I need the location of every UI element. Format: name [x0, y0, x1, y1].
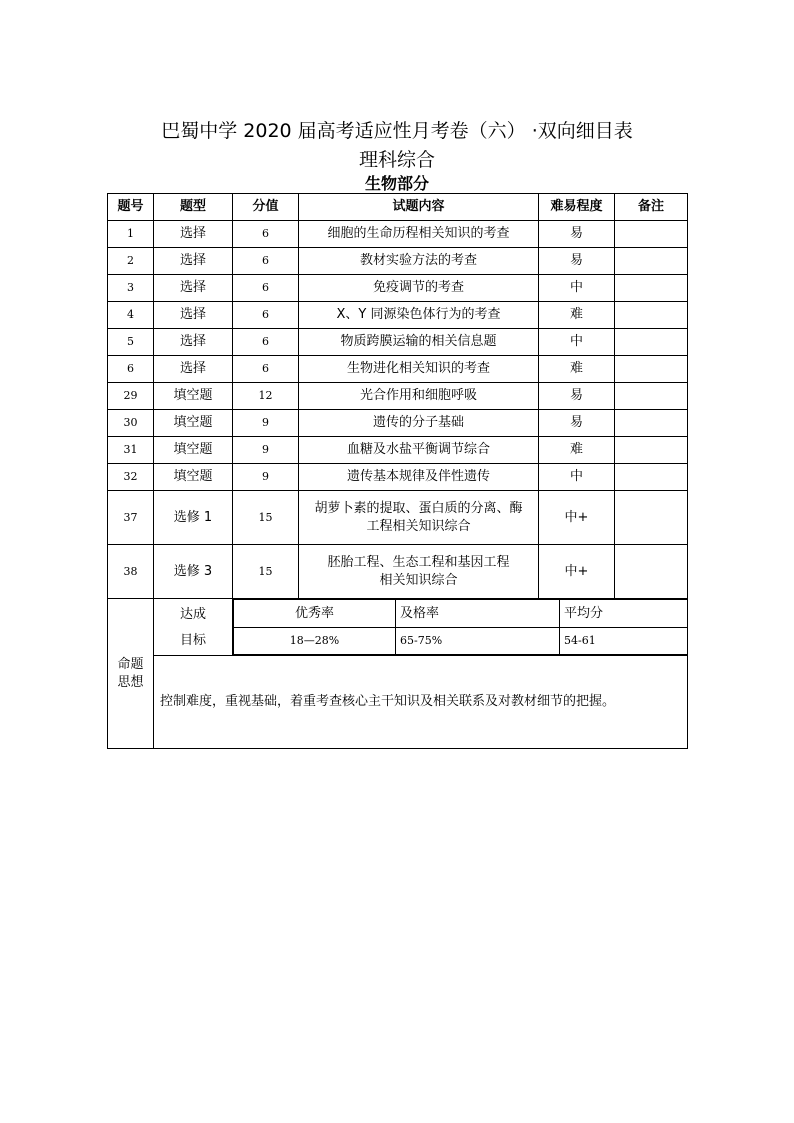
cell-type: 选择: [154, 248, 233, 275]
col-header-type: 题型: [154, 194, 233, 221]
cell-content: 遗传的分子基础: [299, 410, 539, 437]
cell-score: 6: [233, 221, 299, 248]
cell-content: 细胞的生命历程相关知识的考查: [299, 221, 539, 248]
metric-value-excellent: 18—28%: [234, 628, 396, 655]
cell-difficulty: 难: [539, 437, 615, 464]
col-header-content: 试题内容: [299, 194, 539, 221]
detail-table: [107, 193, 688, 749]
cell-score: 15: [233, 491, 299, 545]
cell-type: 填空题: [154, 410, 233, 437]
col-header-note: 备注: [615, 194, 688, 221]
cell-note: [615, 329, 688, 356]
thought-row: [108, 656, 688, 749]
cell-no: 5: [108, 329, 154, 356]
cell-no: 29: [108, 383, 154, 410]
col-header-score: 分值: [233, 194, 299, 221]
cell-note: [615, 275, 688, 302]
cell-difficulty: 易: [539, 410, 615, 437]
cell-content-line: 胡萝卜素的提取、蛋白质的分离、酶: [314, 500, 523, 516]
table-row: [108, 302, 688, 329]
cell-difficulty: 中: [539, 464, 615, 491]
goal-label-line: 达成: [179, 606, 206, 622]
metric-value-pass: 65-75%: [396, 628, 560, 655]
cell-content: 生物进化相关知识的考查: [299, 356, 539, 383]
cell-score: 6: [233, 356, 299, 383]
table-row: [108, 410, 688, 437]
cell-no: 1: [108, 221, 154, 248]
col-header-difficulty: 难易程度: [539, 194, 615, 221]
document-title: 巴蜀中学 2020 届高考适应性月考卷（六） ·双向细目表: [161, 120, 633, 142]
col-header-no: 题号: [108, 194, 154, 221]
document-subtitle: 理科综合: [358, 149, 435, 171]
goal-label: [154, 599, 233, 656]
thought-row-label: [108, 599, 154, 749]
table-row: [108, 464, 688, 491]
cell-score: 9: [233, 464, 299, 491]
cell-content: 光合作用和细胞呼吸: [299, 383, 539, 410]
table-row: [108, 329, 688, 356]
cell-content: [299, 491, 539, 545]
cell-no: 38: [108, 545, 154, 599]
metric-header-average: 平均分: [560, 600, 688, 628]
goal-row: [108, 599, 688, 656]
cell-difficulty: 中+: [539, 545, 615, 599]
cell-no: 4: [108, 302, 154, 329]
table-row: [108, 491, 688, 545]
table-row: [108, 437, 688, 464]
cell-score: 9: [233, 437, 299, 464]
table-row: [108, 275, 688, 302]
cell-no: 31: [108, 437, 154, 464]
cell-content-line: 相关知识综合: [379, 572, 458, 588]
cell-type: 选择: [154, 329, 233, 356]
cell-note: [615, 437, 688, 464]
cell-type: 选择: [154, 302, 233, 329]
cell-no: 2: [108, 248, 154, 275]
cell-score: 6: [233, 302, 299, 329]
cell-score: 6: [233, 248, 299, 275]
cell-content-line: 工程相关知识综合: [366, 518, 471, 534]
cell-type: 选修 3: [154, 545, 233, 599]
cell-note: [615, 545, 688, 599]
cell-score: 9: [233, 410, 299, 437]
cell-score: 15: [233, 545, 299, 599]
thought-label-line: 思想: [117, 674, 144, 690]
cell-type: 填空题: [154, 437, 233, 464]
cell-note: [615, 221, 688, 248]
table-row: [108, 545, 688, 599]
table-header-row: [108, 194, 688, 221]
cell-no: 37: [108, 491, 154, 545]
cell-difficulty: 难: [539, 302, 615, 329]
cell-score: 12: [233, 383, 299, 410]
cell-content: 遗传基本规律及伴性遗传: [299, 464, 539, 491]
cell-note: [615, 491, 688, 545]
thought-label-line: 命题: [117, 656, 144, 672]
cell-content: 教材实验方法的考查: [299, 248, 539, 275]
cell-type: 选择: [154, 356, 233, 383]
metric-value-average: 54-61: [560, 628, 688, 655]
thought-text: 控制难度，重视基础，着重考查核心主干知识及相关联系及对教材细节的把握。: [154, 656, 688, 749]
table-row: [108, 383, 688, 410]
cell-type: 选修 1: [154, 491, 233, 545]
cell-content: [299, 545, 539, 599]
cell-score: 6: [233, 329, 299, 356]
cell-note: [615, 248, 688, 275]
table-row: [108, 248, 688, 275]
cell-difficulty: 易: [539, 383, 615, 410]
cell-no: 32: [108, 464, 154, 491]
cell-difficulty: 中+: [539, 491, 615, 545]
cell-difficulty: 易: [539, 248, 615, 275]
cell-no: 30: [108, 410, 154, 437]
cell-difficulty: 中: [539, 275, 615, 302]
cell-no: 3: [108, 275, 154, 302]
table-row: [108, 221, 688, 248]
cell-type: 选择: [154, 221, 233, 248]
cell-content: 免疫调节的考查: [299, 275, 539, 302]
cell-type: 填空题: [154, 383, 233, 410]
section-title: 生物部分: [364, 174, 429, 193]
cell-content: X、Y 同源染色体行为的考查: [299, 302, 539, 329]
metric-header-excellent: 优秀率: [234, 600, 396, 628]
cell-difficulty: 难: [539, 356, 615, 383]
cell-score: 6: [233, 275, 299, 302]
cell-content-line: 胚胎工程、生态工程和基因工程: [327, 554, 510, 570]
cell-note: [615, 302, 688, 329]
cell-difficulty: 中: [539, 329, 615, 356]
goal-metrics: [233, 599, 688, 656]
cell-note: [615, 464, 688, 491]
table-row: [108, 356, 688, 383]
metric-header-pass: 及格率: [396, 600, 560, 628]
cell-content: 血糖及水盐平衡调节综合: [299, 437, 539, 464]
cell-content: 物质跨膜运输的相关信息题: [299, 329, 539, 356]
cell-note: [615, 356, 688, 383]
cell-note: [615, 383, 688, 410]
cell-type: 填空题: [154, 464, 233, 491]
goal-label-line: 目标: [179, 632, 206, 648]
cell-no: 6: [108, 356, 154, 383]
cell-difficulty: 易: [539, 221, 615, 248]
cell-note: [615, 410, 688, 437]
cell-type: 选择: [154, 275, 233, 302]
goal-metrics-table: [233, 599, 688, 655]
